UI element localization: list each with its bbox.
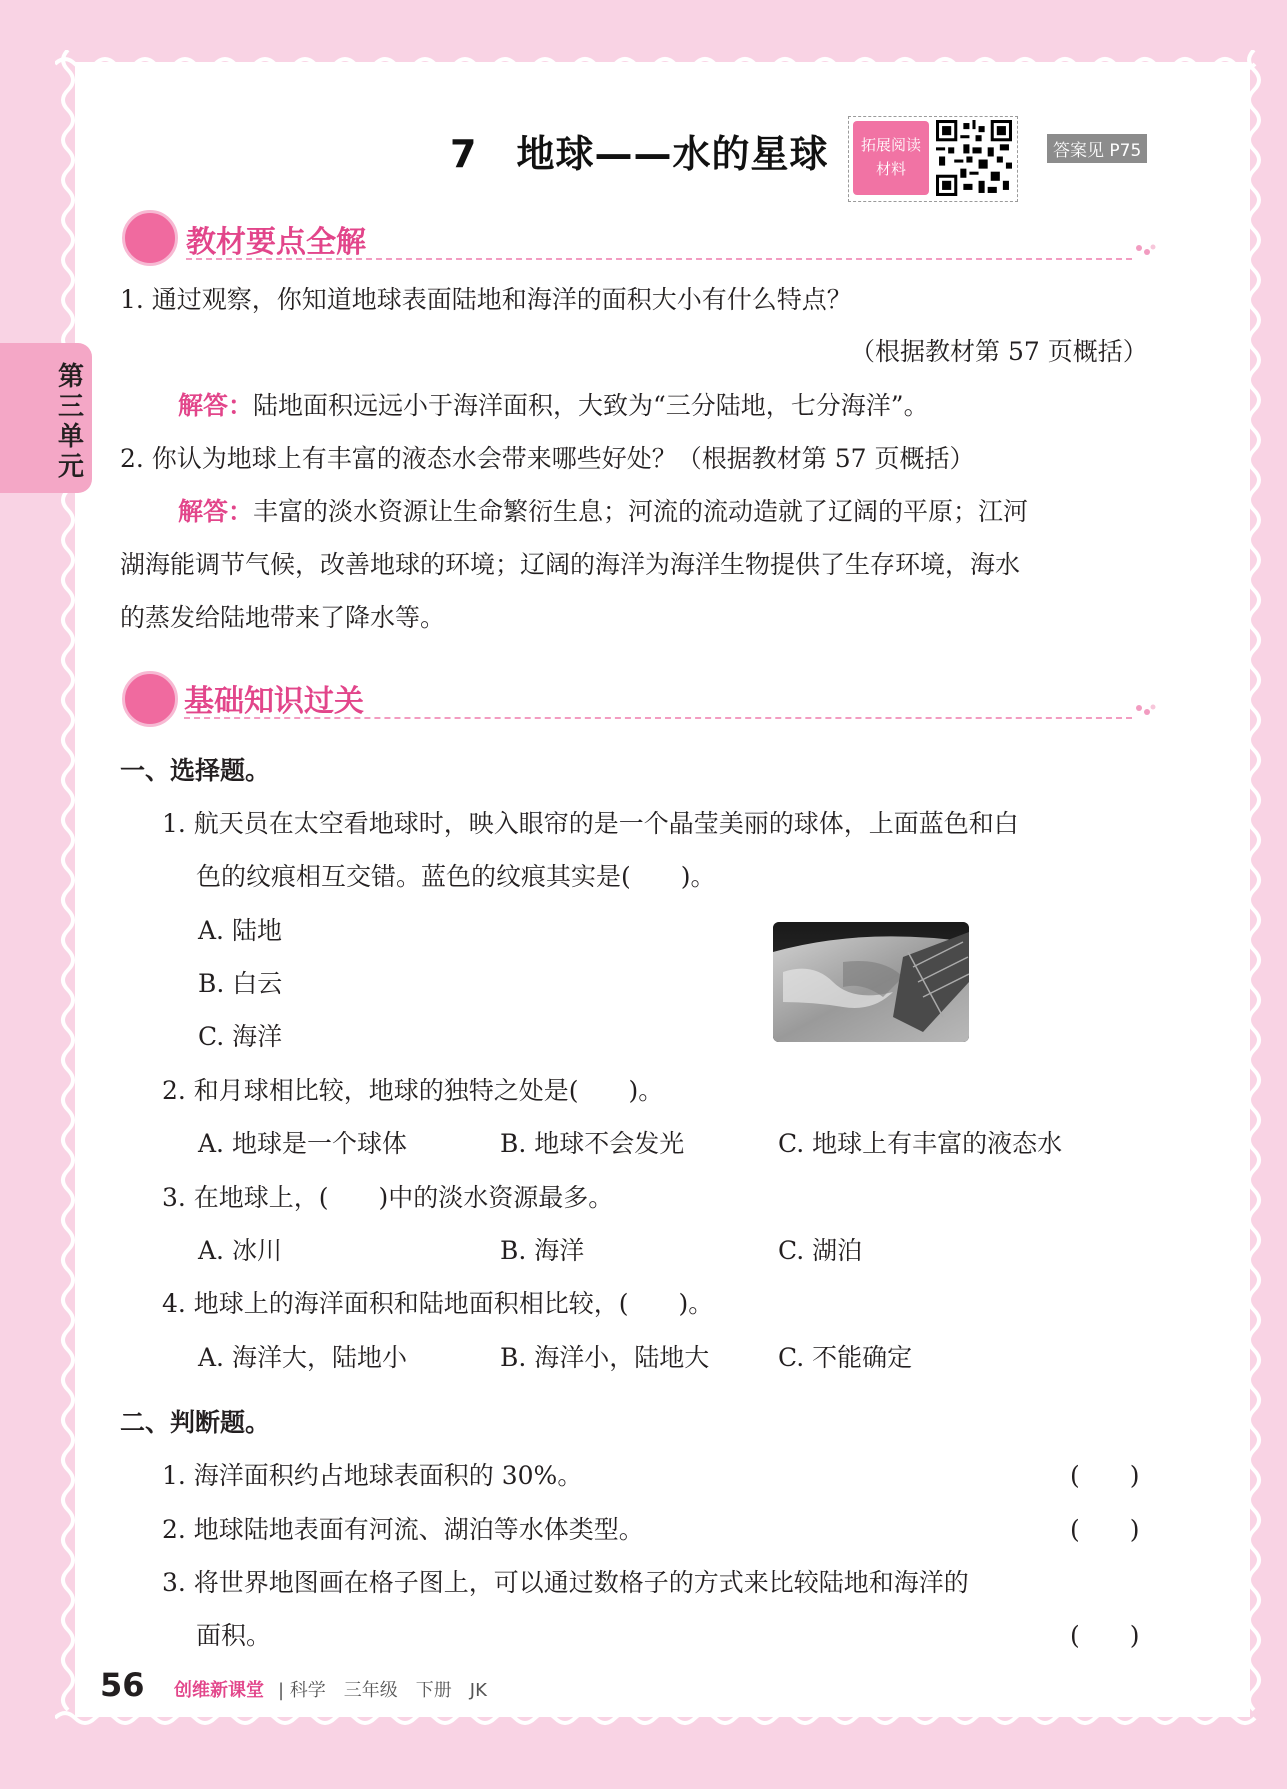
section1-answer-2-line2: 湖海能调节气候，改善地球的环境；辽阔的海洋为海洋生物提供了生存环境，海水 xyxy=(120,550,1021,579)
choice-3-option-a: A. 冰川 xyxy=(198,1236,282,1265)
choice-3-option-c: C. 湖泊 xyxy=(778,1236,863,1265)
choice-1-option-b: B. 白云 xyxy=(198,969,283,998)
section2-title: 基础知识过关 xyxy=(184,684,364,719)
footer-brand: 创维新课堂 xyxy=(174,1680,264,1701)
footer-book-info: | 科学 三年级 下册 JK xyxy=(278,1680,487,1701)
choice-question-2: 2. 和月球相比较，地球的独特之处是( )。 xyxy=(162,1076,664,1105)
extension-label-line2: 材料 xyxy=(875,160,906,178)
judge-question-3-line1: 3. 将世界地图画在格子图上，可以通过数格子的方式来比较陆地和海洋的 xyxy=(162,1568,969,1597)
judge-question-1: 1. 海洋面积约占地球表面积的 30%。 xyxy=(162,1461,583,1490)
choice-1-option-c: C. 海洋 xyxy=(198,1022,283,1051)
section1-answer-2-line3: 的蒸发给陆地带来了降水等。 xyxy=(120,603,446,632)
choice-question-4: 4. 地球上的海洋面积和陆地面积相比较，( )。 xyxy=(162,1289,714,1318)
answer-label: 解答： xyxy=(178,497,254,526)
section2-dots-icon xyxy=(1135,703,1157,717)
section1-answer-1 xyxy=(178,391,929,421)
choice-4-option-c: C. 不能确定 xyxy=(778,1343,913,1372)
judge-question-3-line2: 面积。 xyxy=(196,1621,272,1650)
section1-answer-2-line1 xyxy=(178,497,1028,527)
choice-2-option-b: B. 地球不会发光 xyxy=(500,1129,685,1158)
choice-question-3: 3. 在地球上，( )中的淡水资源最多。 xyxy=(162,1183,614,1212)
section2-divider xyxy=(184,717,1132,719)
extension-label-line1: 拓展阅读 xyxy=(860,136,921,154)
choice-4-option-b: B. 海洋小，陆地大 xyxy=(500,1343,710,1372)
choice-question-1-line1: 1. 航天员在太空看地球时，映入眼帘的是一个晶莹美丽的球体，上面蓝色和白 xyxy=(162,809,1019,838)
section-icon-book xyxy=(122,210,178,266)
judge-3-answer-blank[interactable]: ( ) xyxy=(1070,1621,1140,1650)
qr-code-icon[interactable] xyxy=(936,120,1012,196)
extension-reading-label[interactable] xyxy=(853,121,929,195)
earth-from-space-photo xyxy=(773,922,969,1042)
part2-title: 二、判断题。 xyxy=(120,1408,271,1437)
answer-reference-tag: 答案见 P75 xyxy=(1047,134,1147,163)
section1-dots-icon xyxy=(1135,243,1157,257)
section1-question-1-note: （根据教材第 57 页概括） xyxy=(850,337,1148,366)
section1-question-2: 2. 你认为地球上有丰富的液态水会带来哪些好处？（根据教材第 57 页概括） xyxy=(120,444,975,473)
judge-1-answer-blank[interactable]: ( ) xyxy=(1070,1461,1140,1490)
answer-text: 陆地面积远远小于海洋面积，大致为“三分陆地，七分海洋”。 xyxy=(253,391,929,420)
section1-question-1: 1. 通过观察，你知道地球表面陆地和海洋的面积大小有什么特点？ xyxy=(120,285,852,314)
section1-title: 教材要点全解 xyxy=(186,225,366,260)
section1-divider xyxy=(186,258,1132,260)
page-number: 56 xyxy=(100,1666,145,1704)
choice-1-option-a: A. 陆地 xyxy=(198,916,282,945)
judge-question-2: 2. 地球陆地表面有河流、湖泊等水体类型。 xyxy=(162,1515,644,1544)
section-icon-character xyxy=(122,671,178,727)
choice-question-1-line2: 色的纹痕相互交错。蓝色的纹痕其实是( )。 xyxy=(196,862,716,891)
choice-3-option-b: B. 海洋 xyxy=(500,1236,585,1265)
page-title: 7 地球——水的星球 xyxy=(450,132,829,176)
unit-tab-label: 第三单元 xyxy=(57,362,84,482)
answer-label: 解答： xyxy=(178,391,254,420)
judge-2-answer-blank[interactable]: ( ) xyxy=(1070,1515,1140,1544)
choice-2-option-a: A. 地球是一个球体 xyxy=(198,1129,407,1158)
part1-title: 一、选择题。 xyxy=(120,756,271,785)
choice-2-option-c: C. 地球上有丰富的液态水 xyxy=(778,1129,1063,1158)
answer-text: 丰富的淡水资源让生命繁衍生息；河流的流动造就了辽阔的平原；江河 xyxy=(253,497,1029,526)
choice-4-option-a: A. 海洋大，陆地小 xyxy=(198,1343,407,1372)
